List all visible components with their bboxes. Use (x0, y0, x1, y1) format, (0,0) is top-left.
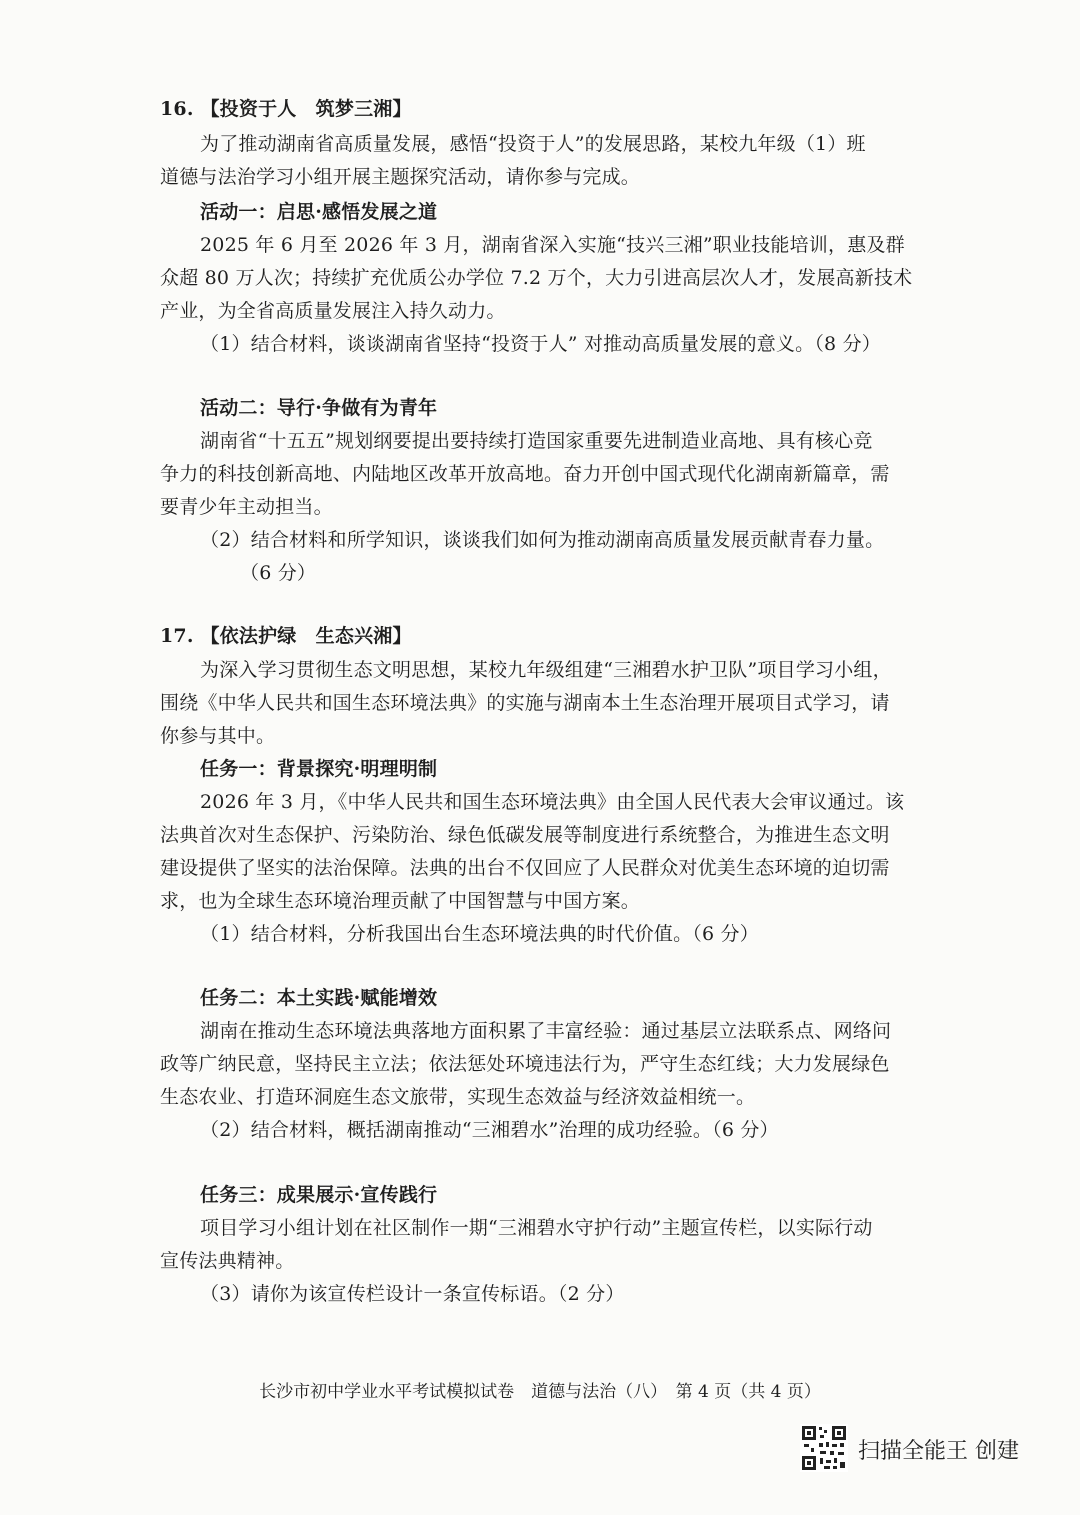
task-3-title: 任务三：成果展示·宣传践行 (200, 1184, 438, 1206)
activity-2-material-line-3: 要青少年主动担当。 (160, 496, 333, 518)
task-3-question: （3）请你为该宣传栏设计一条宣传标语。（2 分） (200, 1283, 625, 1305)
question-16-intro-line-1: 为了推动湖南省高质量发展，感悟“投资于人”的发展思路，某校九年级（1）班 (200, 133, 866, 155)
page-footer: 长沙市初中学业水平考试模拟试卷 道德与法治（八） 第 4 页（共 4 页） (259, 1382, 821, 1402)
task-2-material-line-2: 政等广纳民意，坚持民主立法；依法惩处环境违法行为，严守生态红线；大力发展绿色 (160, 1053, 890, 1075)
question-17-intro-line-2: 围绕《中华人民共和国生态环境法典》的实施与湖南本土生态治理开展项目式学习，请 (160, 692, 890, 714)
activity-2-material-line-2: 争力的科技创新高地、内陆地区改革开放高地。奋力开创中国式现代化湖南新篇章，需 (160, 463, 890, 485)
scanner-watermark (800, 1424, 1050, 1472)
task-1-material-line-4: 求，也为全球生态环境治理贡献了中国智慧与中国方案。 (160, 890, 641, 912)
task-1-material-line-1: 2026 年 3 月，《中华人民共和国生态环境法典》由全国人民代表大会审议通过。该 (200, 791, 905, 813)
task-2-question: （2）结合材料，概括湖南推动“三湘碧水”治理的成功经验。（6 分） (200, 1119, 779, 1141)
task-3-material-line-2: 宣传法典精神。 (160, 1250, 295, 1272)
task-2-material-line-3: 生态农业、打造环洞庭生态文旅带，实现生态效益与经济效益相统一。 (160, 1086, 756, 1108)
question-16-title: 16. 【投资于人 筑梦三湘】 (160, 98, 412, 120)
activity-2-question-line-2: （6 分） (240, 562, 317, 584)
activity-1-material-line-2: 众超 80 万人次；持续扩充优质公办学位 7.2 万个，大力引进高层次人才，发展高新技术 (160, 267, 913, 289)
watermark-text: 扫描全能王 创建 (858, 1439, 1019, 1464)
activity-1-title: 活动一：启思·感悟发展之道 (200, 201, 438, 223)
activity-2-question-line-1: （2）结合材料和所学知识，谈谈我们如何为推动湖南高质量发展贡献青春力量。 (200, 529, 885, 551)
activity-1-question: （1）结合材料，谈谈湖南省坚持“投资于人” 对推动高质量发展的意义。（8 分） (200, 333, 881, 355)
question-17-intro-line-1: 为深入学习贯彻生态文明思想，某校九年级组建“三湘碧水护卫队”项目学习小组， (200, 659, 892, 681)
task-2-title: 任务二：本土实践·赋能增效 (200, 987, 438, 1009)
task-1-title: 任务一：背景探究·明理明制 (200, 758, 438, 780)
activity-2-material-line-1: 湖南省“十五五”规划纲要提出要持续打造国家重要先进制造业高地、具有核心竞 (200, 430, 873, 452)
activity-2-title: 活动二：导行·争做有为青年 (200, 397, 438, 419)
task-1-question: （1）结合材料，分析我国出台生态环境法典的时代价值。（6 分） (200, 923, 759, 945)
task-2-material-line-1: 湖南在推动生态环境法典落地方面积累了丰富经验：通过基层立法联系点、网络问 (200, 1020, 892, 1042)
question-17-title: 17. 【依法护绿 生态兴湘】 (160, 625, 412, 647)
question-16-intro-line-2: 道德与法治学习小组开展主题探究活动，请你参与完成。 (160, 166, 641, 188)
task-3-material-line-1: 项目学习小组计划在社区制作一期“三湘碧水守护行动”主题宣传栏，以实际行动 (200, 1217, 873, 1239)
activity-1-material-line-1: 2025 年 6 月至 2026 年 3 月，湖南省深入实施“技兴三湘”职业技能培训，惠及群 (200, 234, 905, 256)
task-1-material-line-3: 建设提供了坚实的法治保障。法典的出台不仅回应了人民群众对优美生态环境的迫切需 (160, 857, 890, 879)
qr-code-icon (800, 1424, 848, 1472)
activity-1-material-line-3: 产业，为全省高质量发展注入持久动力。 (160, 300, 506, 322)
task-1-material-line-2: 法典首次对生态保护、污染防治、绿色低碳发展等制度进行系统整合，为推进生态文明 (160, 824, 890, 846)
question-17-intro-line-3: 你参与其中。 (160, 725, 276, 747)
